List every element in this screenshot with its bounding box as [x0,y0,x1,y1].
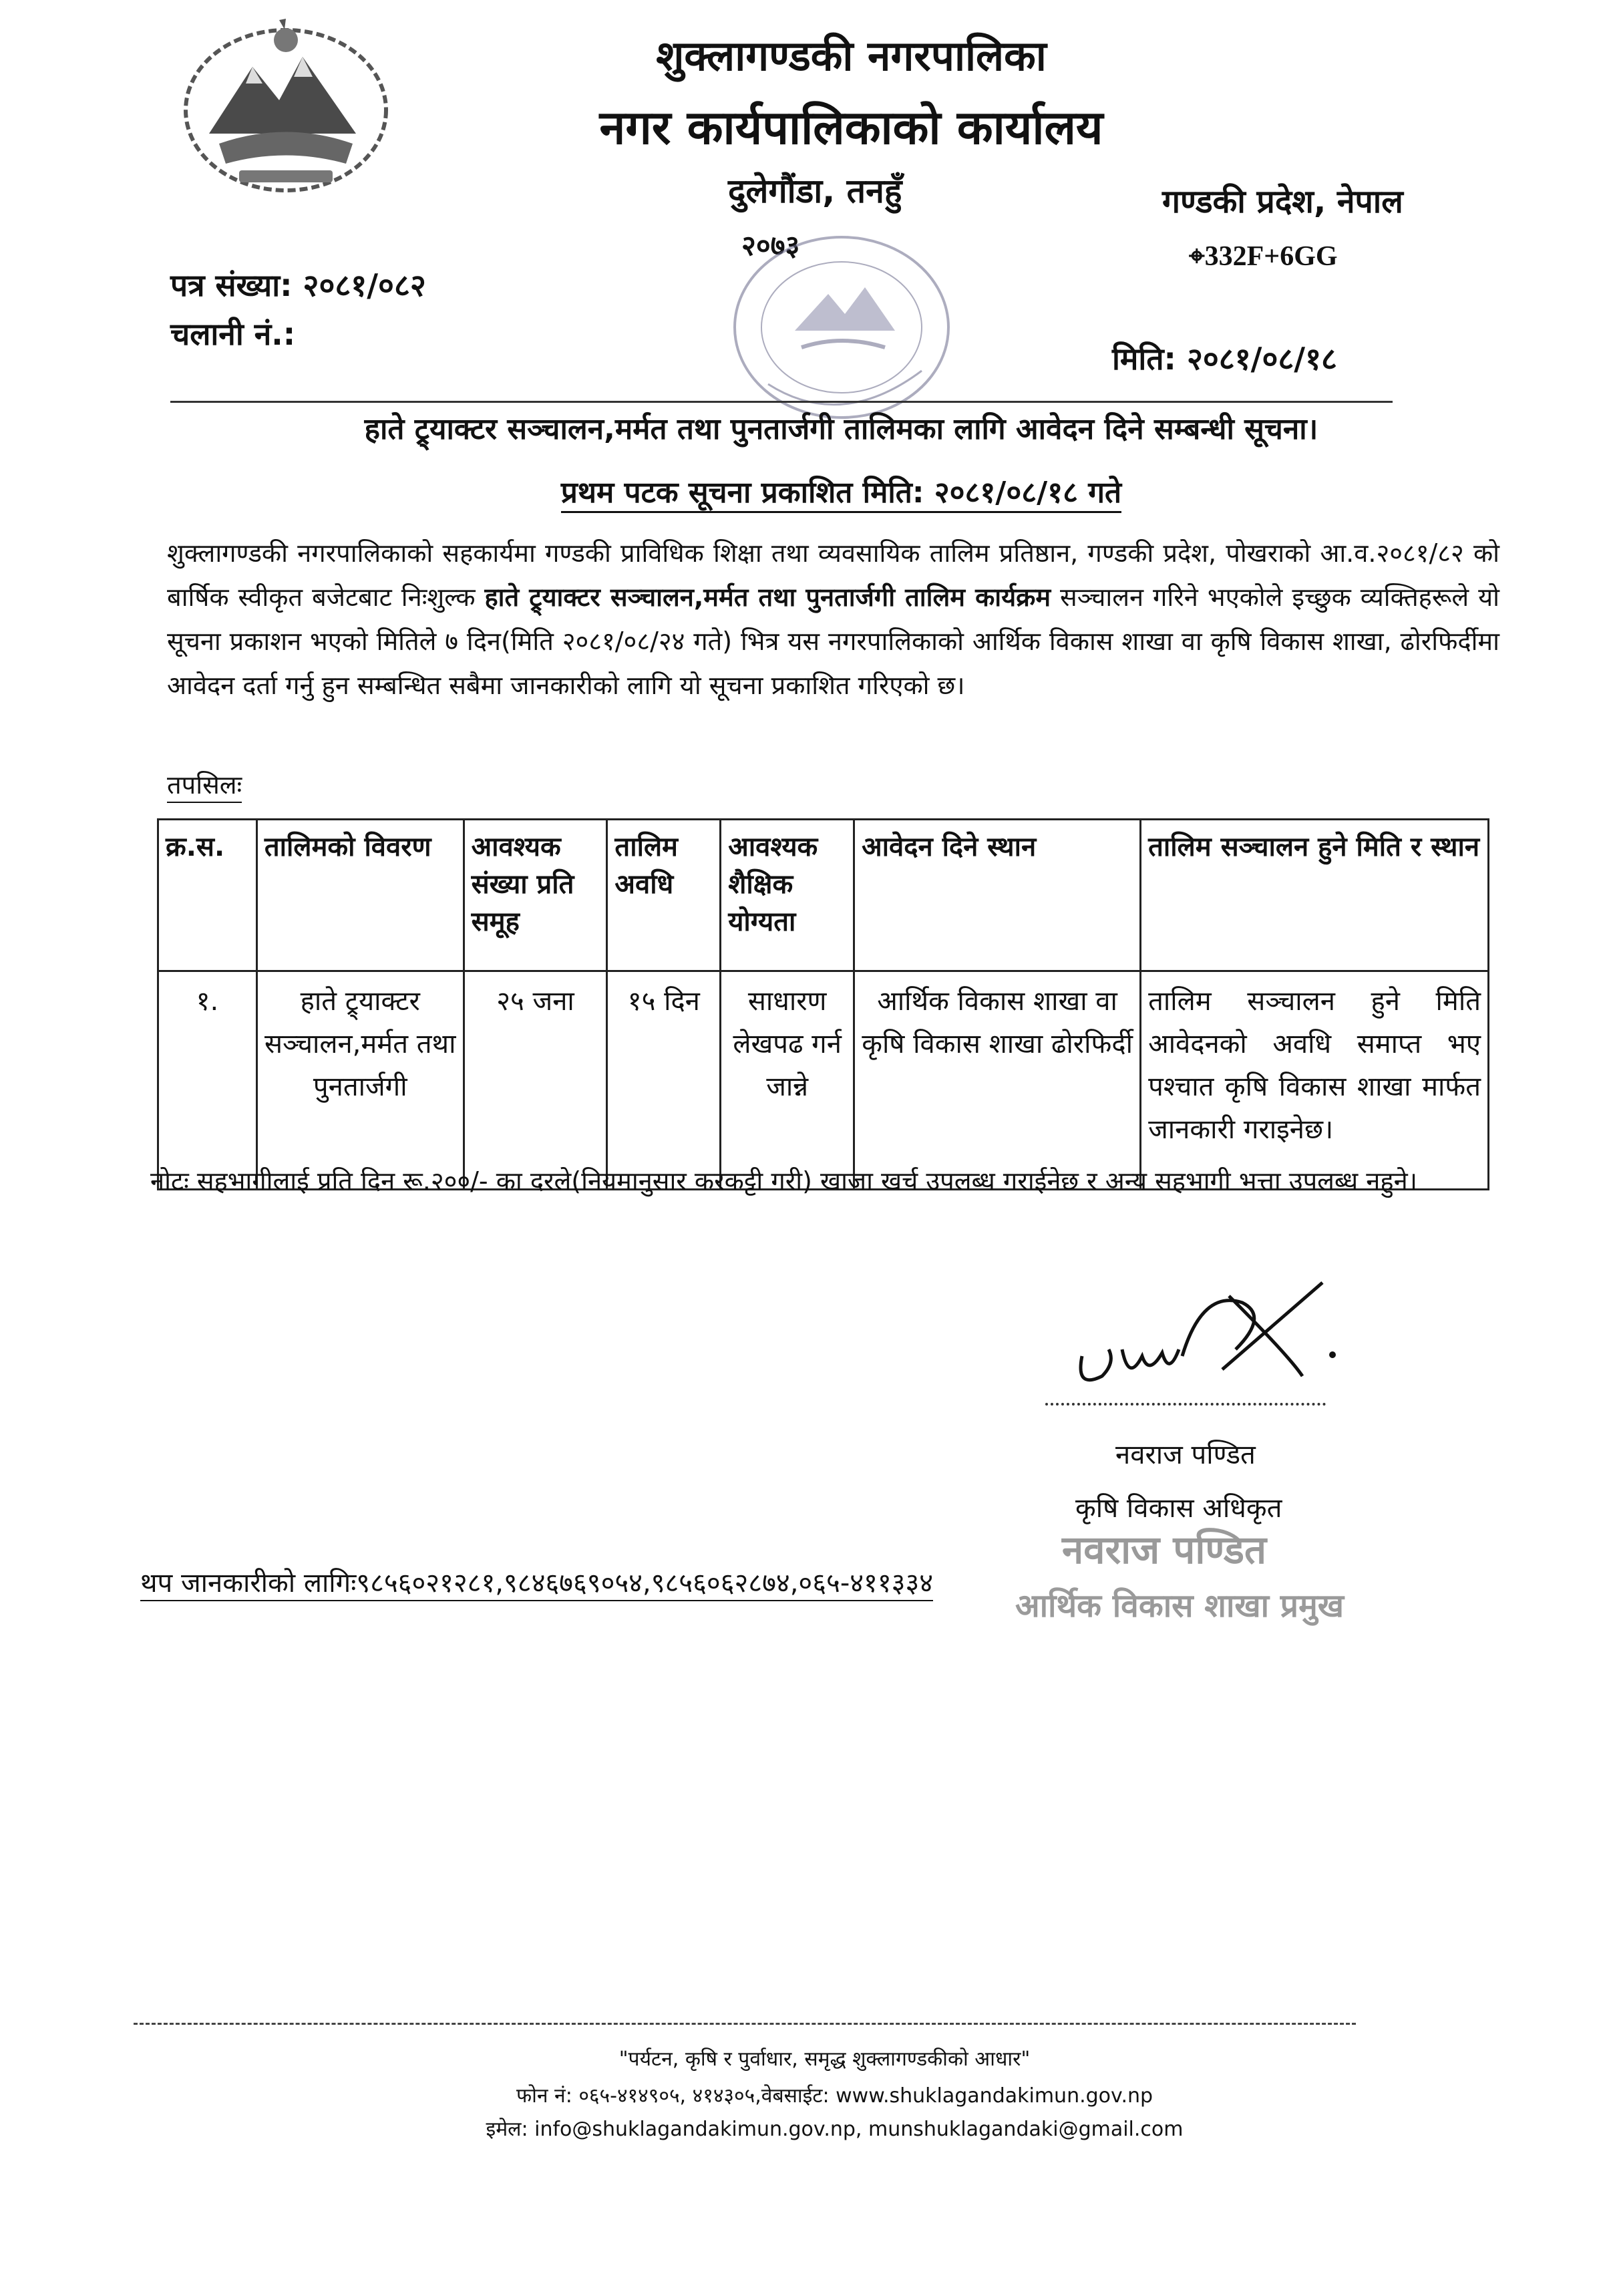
seal-title: आर्थिक विकास शाखा प्रमुख [1015,1587,1345,1625]
office-stamp-icon [728,230,955,424]
letter-number: पत्र संख्या: २०८१/०८२ [170,267,426,303]
notice-body-part1: शुक्लागण्डकी नगरपालिकाको सहकार्यमा गण्डकी प्राविधिक शिक्षा तथा व्यवसायिक तालिम प्रतिष्ठान, गण्डकी प्रदेश, पोखराको आ.व.२०८१/८२ को बार्षिक स्वीकृत बजेटबाट निःशुल्क [167,538,1499,612]
cell-duration: १५ दिन [607,971,721,1190]
footer-divider [134,2023,1356,2025]
notice-subtitle-text: प्रथम पटक सूचना प्रकाशित मिति: २०८१/०८/१८ गते [561,476,1121,513]
signature-line [1045,1403,1326,1406]
signatory-name: नवराज पण्डित [1115,1440,1256,1470]
footer-phone-website: फोन नं: ०६५-४१४९०५, ४१४३०५,वेबसाईट: www.shuklagandakimun.gov.np [516,2084,1153,2108]
province-label: गण्डकी प्रदेश, नेपाल [1162,183,1403,220]
header-apply-place: आवेदन दिने स्थान [854,820,1141,971]
header-training: तालिमको विवरण [256,820,464,971]
plus-code: ⌖332F+6GG [1189,241,1338,272]
office-address: दुलेगौंडा, तनहुँ [728,172,902,210]
notice-subtitle [0,471,1609,511]
cell-schedule: तालिम सञ्चालन हुने मिति आवेदनको अवधि समाप्त भए पश्चात कृषि विकास शाखा मार्फत जानकारी गराइनेछ। [1141,971,1489,1190]
cell-training: हाते ट्र्याक्टर सञ्चालन,मर्मत तथा पुनतार्जगी [256,971,464,1190]
table-row [158,971,1489,1190]
contact-numbers: थप जानकारीको लागिः९८५६०२१२८१,९८४६७६९०५४,९८५६०६२८७४,०६५-४११३३४ [140,1563,933,1601]
notice-body-bold: हाते ट्र्याक्टर सञ्चालन,मर्मत तथा पुनतार्जगी तालिम कार्यक्रम [484,583,1051,612]
header-serial: क्र.स. [158,820,257,971]
handwritten-signature-icon [1069,1276,1349,1410]
letter-date: मिति: २०८१/०८/१८ [1112,341,1337,377]
notice-body [167,531,1499,707]
cell-apply-place: आर्थिक विकास शाखा वा कृषि विकास शाखा ढोरफिर्दी [854,971,1141,1190]
header-qualification: आवश्यक शैक्षिक योग्यता [721,820,854,971]
established-year: २०७३ [741,229,800,262]
cell-serial: १. [158,971,257,1190]
cell-qualification: साधारण लेखपढ गर्न जान्ने [721,971,854,1190]
seal-name: नवराज पण्डित [1062,1527,1267,1573]
details-label: तपसिलः [167,767,242,803]
footer-email: इमेल: info@shuklagandakimun.gov.np, munshuklagandaki@gmail.com [486,2118,1184,2141]
municipality-name: शुक्लागण्डकी नगरपालिका [656,31,1047,80]
notice-body-part2: सञ्चालन गरिने भएकोले इच्छुक व्यक्तिहरूले यो सूचना प्रकाशन भएको मितिले ७ दिन(मिति २०८१/०८/२४ गते) भित्र यस नगरपालिकाको आर्थिक विकास शाखा वा कृषि विकास शाखा, ढोरफिर्दीमा आवेदन दर्ता गर्नु हुन सम्बन्धित सबैमा जानकारीको लागि यो सूचना प्रकाशित गरिएको छ। [167,583,1499,700]
header-duration: तालिम अवधि [607,820,721,971]
signatory-designation: कृषि विकास अधिकृत [1075,1493,1282,1524]
office-name: नगर कार्यपालिकाको कार्यालय [599,100,1103,155]
note-text: नोटः सहभागीलाई प्रति दिन रू.२००/- का दरले(नियमानुसार करकट्टी गरी) खाजा खर्च उपलब्ध गराईनेछ र अन्य सहभागी भत्ता उपलब्ध नहुने। [150,1166,1418,1196]
cell-number: २५ जना [464,971,607,1190]
training-details-table [157,818,1489,1190]
name-seal-icon [1002,1516,1345,1637]
footer-slogan: "पर्यटन, कृषि र पुर्वाधार, समृद्ध शुक्लागण्डकीको आधार" [618,2047,1031,2071]
header-divider [170,401,1393,403]
header-number: आवश्यक संख्या प्रति समूह [464,820,607,971]
table-header-row [158,820,1489,971]
notice-title: हाते ट्र्याक्टर सञ्चालन,मर्मत तथा पुनतार्जगी तालिमका लागि आवेदन दिने सम्बन्धी सूचना। [364,412,1318,446]
header-schedule: तालिम सञ्चालन हुने मिति र स्थान [1141,820,1489,971]
dispatch-number: चलानी नं.: [170,316,296,352]
